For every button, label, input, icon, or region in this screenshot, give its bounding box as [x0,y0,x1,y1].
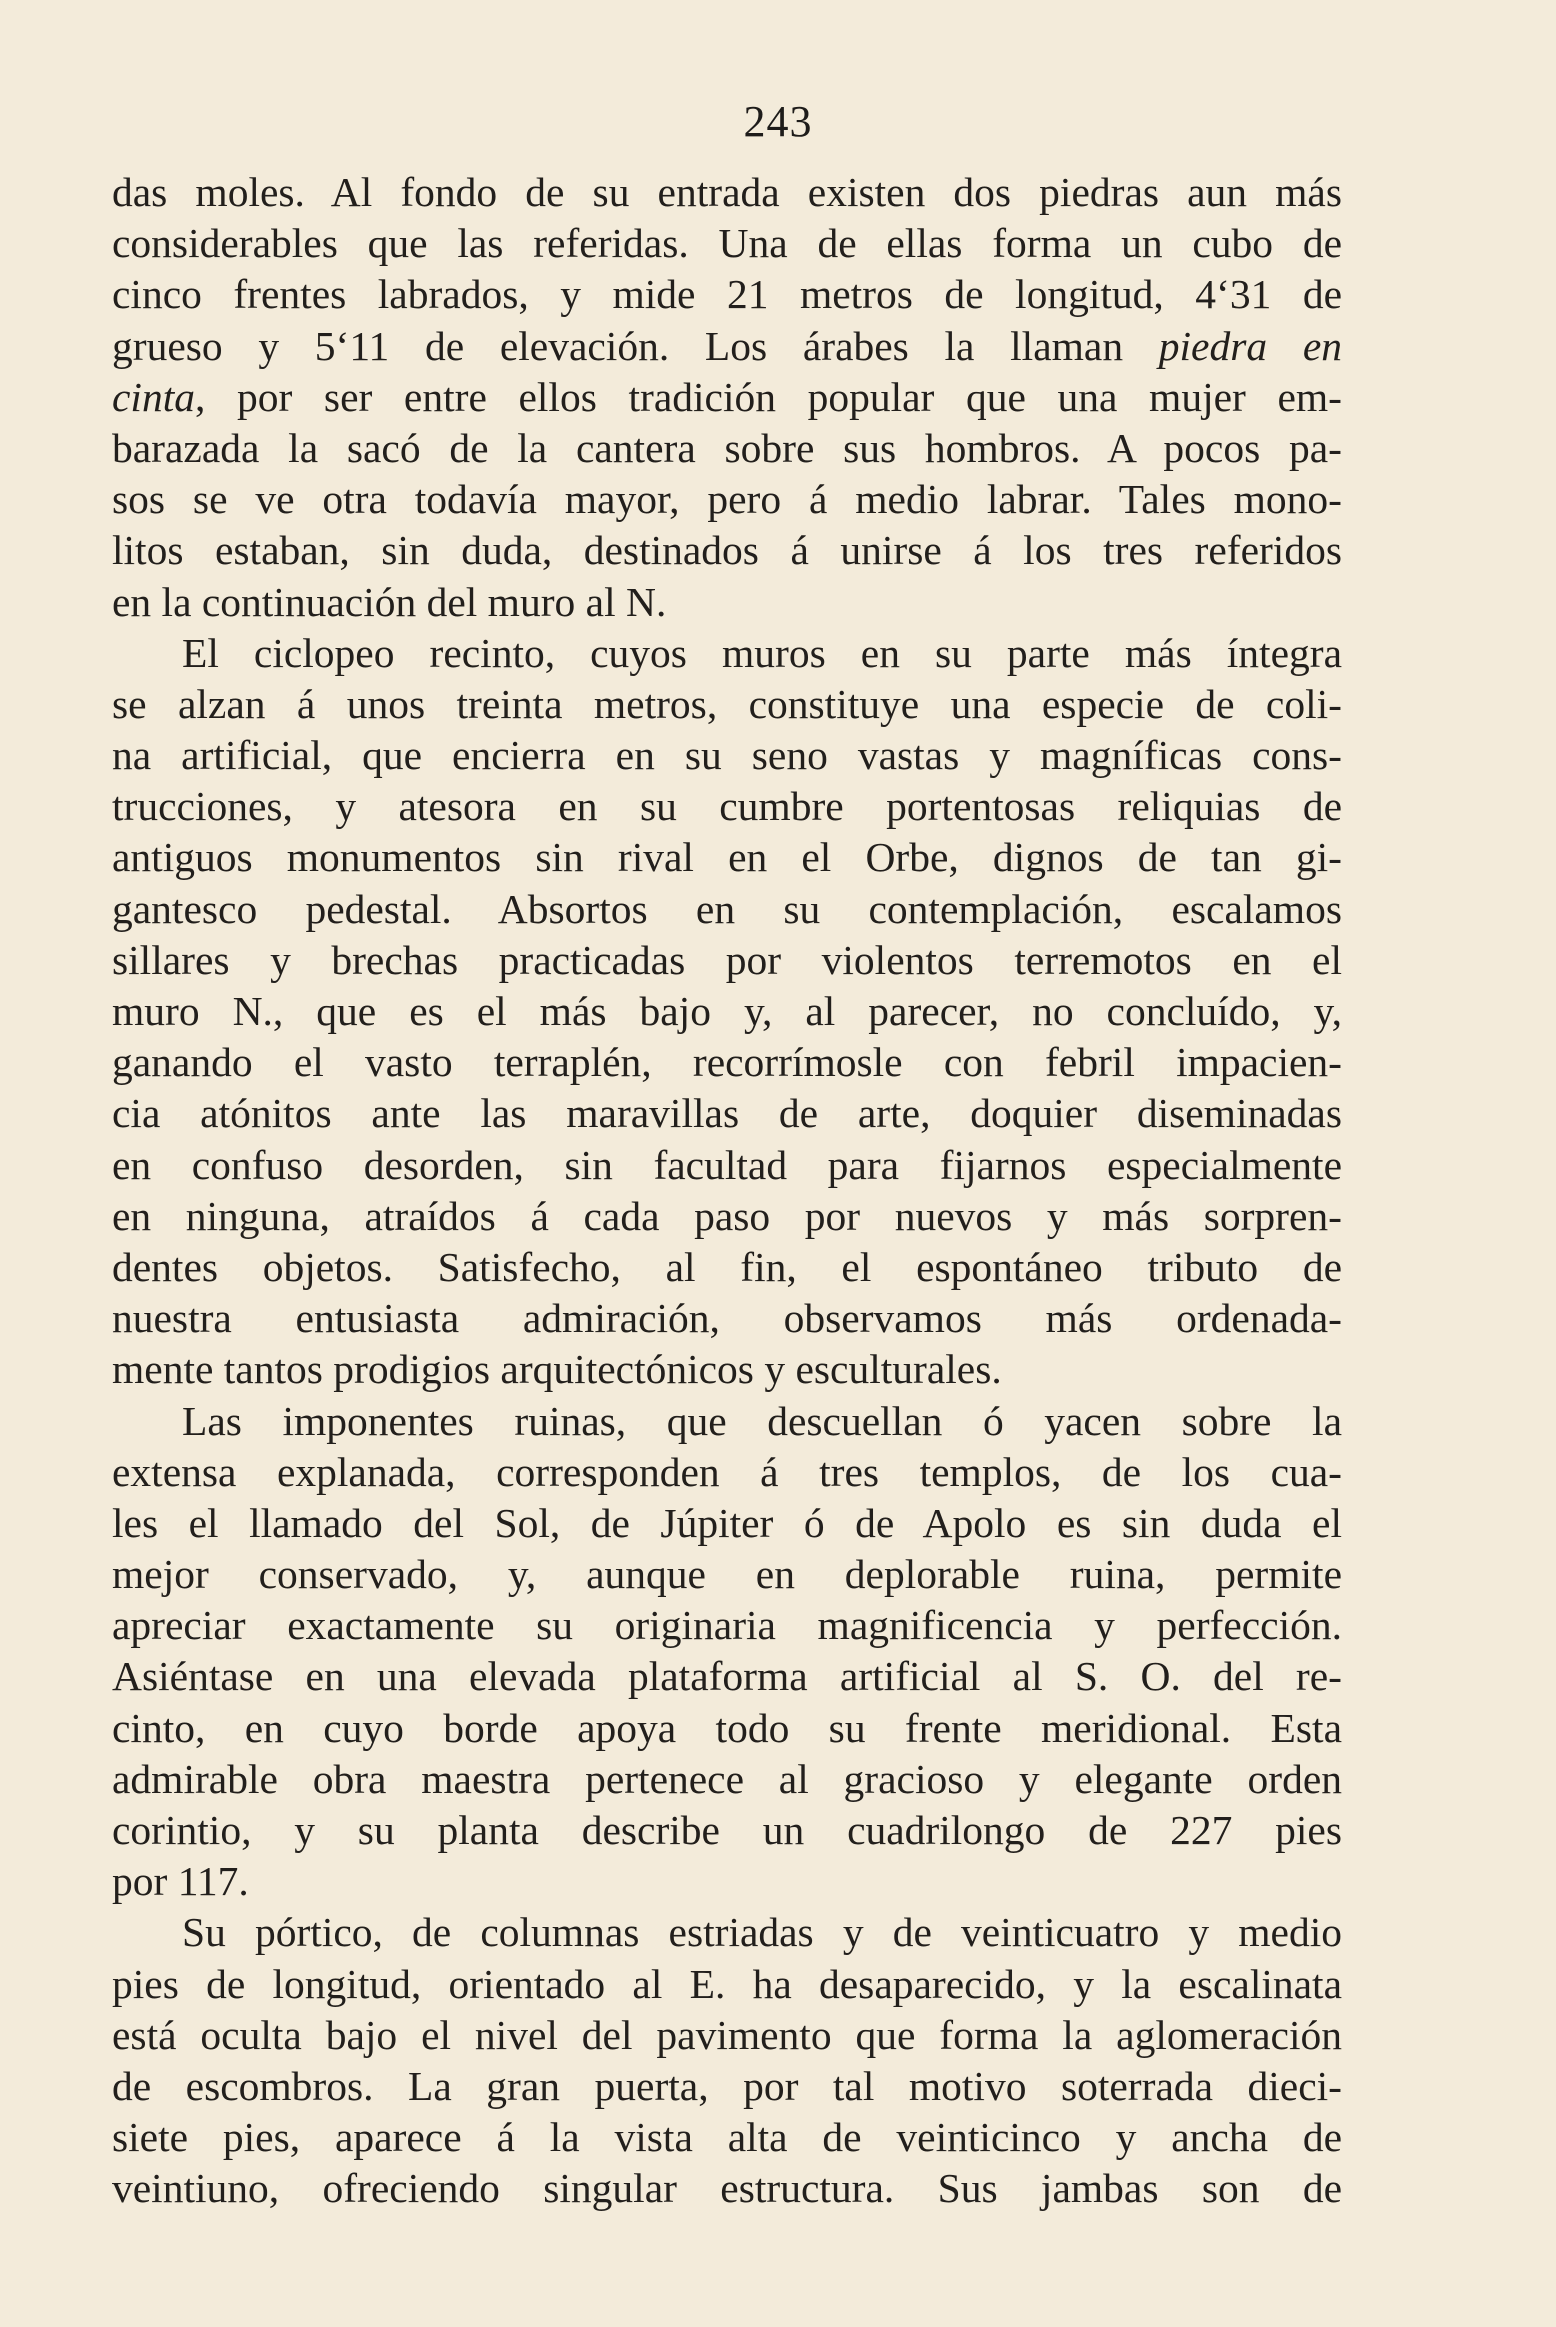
text-segment: cinto, en cuyo borde apoya todo su frente meridional. Esta [112,1704,1342,1751]
text-line [112,167,1342,218]
text-segment: nuestra entusiasta admiración, observamos más ordenada- [112,1295,1342,1342]
text-line [112,1140,1342,1191]
text-line [112,1600,1342,1651]
text-line [112,321,1342,372]
text-line [112,1498,1342,1549]
text-line [112,372,1342,423]
text-line [112,2112,1342,2163]
text-segment: , por ser entre ellos tradición popular que una mujer em- [194,373,1342,420]
text-line [112,1907,1342,1958]
text-line [112,1549,1342,1600]
text-segment: pies de longitud, orientado al E. ha desaparecido, y la escalinata [112,1960,1342,2007]
page-number: 243 [743,97,813,146]
text-line [112,1242,1342,1293]
text-segment: trucciones, y atesora en su cumbre portentosas reliquias de [112,783,1342,830]
text-segment: dentes objetos. Satisfecho, al fin, el espontáneo tributo de [112,1243,1342,1290]
text-line [112,986,1342,1037]
text-segment: siete pies, aparece á la vista alta de veinticinco y ancha de [112,2114,1342,2161]
text-line [112,935,1342,986]
text-line [112,628,1342,679]
text-line [112,1805,1342,1856]
text-segment: veintiuno, ofreciendo singular estructura. Sus jambas son de [112,2165,1342,2212]
text-segment: gantesco pedestal. Absortos en su contemplación, escalamos [112,885,1342,932]
text-line [112,884,1342,935]
text-segment: extensa explanada, corresponden á tres templos, de los cua- [112,1448,1342,1495]
text-line [112,1344,1342,1395]
text-segment: Las imponentes ruinas, que descuellan ó yacen sobre la [182,1397,1342,1444]
text-line [112,1703,1342,1754]
text-line [112,832,1342,883]
text-segment: está oculta bajo el nivel del pavimento que forma la aglomeración [112,2011,1342,2058]
italic-text: piedra en [1158,322,1342,369]
text-segment: barazada la sacó de la cantera sobre sus hombros. A pocos pa- [112,424,1342,471]
text-line [112,781,1342,832]
text-segment: considerables que las referidas. Una de ellas forma un cubo de [112,220,1342,267]
text-line [112,577,1342,628]
italic-text: cinta [112,373,195,420]
text-line [112,1088,1342,1139]
text-segment: grueso y 5‘11 de elevación. Los árabes la llaman [112,322,1159,369]
text-segment: litos estaban, sin duda, destinados á unirse á los tres referidos [112,527,1342,574]
text-segment: les el llamado del Sol, de Júpiter ó de Apolo es sin duda el [112,1499,1342,1546]
text-line [112,218,1342,269]
text-segment: El ciclopeo recinto, cuyos muros en su parte más íntegra [182,629,1342,676]
text-segment: apreciar exactamente su originaria magnificencia y perfección. [112,1602,1342,1649]
text-segment: sillares y brechas practicadas por violentos terremotos en el [112,936,1342,983]
text-line [112,1396,1342,1447]
text-segment: cinco frentes labrados, y mide 21 metros de longitud, 4‘31 de [112,271,1342,318]
text-segment: se alzan á unos treinta metros, constituye una especie de coli- [112,680,1342,727]
text-segment: Asiéntase en una elevada plataforma artificial al S. O. del re- [112,1653,1342,1700]
text-segment: en confuso desorden, sin facultad para fijarnos especialmente [112,1141,1342,1188]
text-segment: mejor conservado, y, aunque en deplorable ruina, permite [112,1551,1342,1598]
text-line [112,423,1342,474]
text-line [112,1651,1342,1702]
text-line [112,1191,1342,1242]
text-segment: das moles. Al fondo de su entrada existen dos piedras aun más [112,169,1342,215]
text-line [112,2061,1342,2112]
text-segment: en ninguna, atraídos á cada paso por nuevos y más sorpren- [112,1192,1342,1239]
text-segment: por 117. [112,1858,249,1905]
text-segment: Su pórtico, de columnas estriadas y de veinticuatro y medio [182,1909,1342,1956]
text-line [112,1293,1342,1344]
body-text [112,167,1342,2215]
text-segment: cia atónitos ante las maravillas de arte, doquier diseminadas [112,1090,1342,1137]
text-segment: de escombros. La gran puerta, por tal motivo soterrada dieci- [112,2062,1342,2109]
text-segment: mente tantos prodigios arquitectónicos y esculturales. [112,1346,1002,1393]
text-segment: muro N., que es el más bajo y, al parecer, no concluído, y, [112,988,1342,1034]
text-segment: admirable obra maestra pertenece al gracioso y elegante orden [112,1755,1342,1802]
text-segment: corintio, y su planta describe un cuadrilongo de 227 pies [112,1807,1342,1853]
text-line [112,474,1342,525]
text-segment: en la continuación del muro al N. [112,578,667,625]
text-line [112,1447,1342,1498]
text-line [112,1856,1342,1907]
text-line [112,2163,1342,2214]
text-line [112,730,1342,781]
text-line [112,1754,1342,1805]
text-segment: ganando el vasto terraplén, recorrímosle con febril impacien- [112,1039,1342,1086]
text-line [112,525,1342,576]
text-line [112,679,1342,730]
text-segment: antiguos monumentos sin rival en el Orbe, dignos de tan gi- [112,834,1342,881]
text-segment: na artificial, que encierra en su seno vastas y magníficas cons- [112,732,1342,779]
text-line [112,269,1342,320]
text-segment: sos se ve otra todavía mayor, pero á medio labrar. Tales mono- [112,476,1342,523]
text-line [112,1037,1342,1088]
text-line [112,2010,1342,2061]
text-line [112,1959,1342,2010]
